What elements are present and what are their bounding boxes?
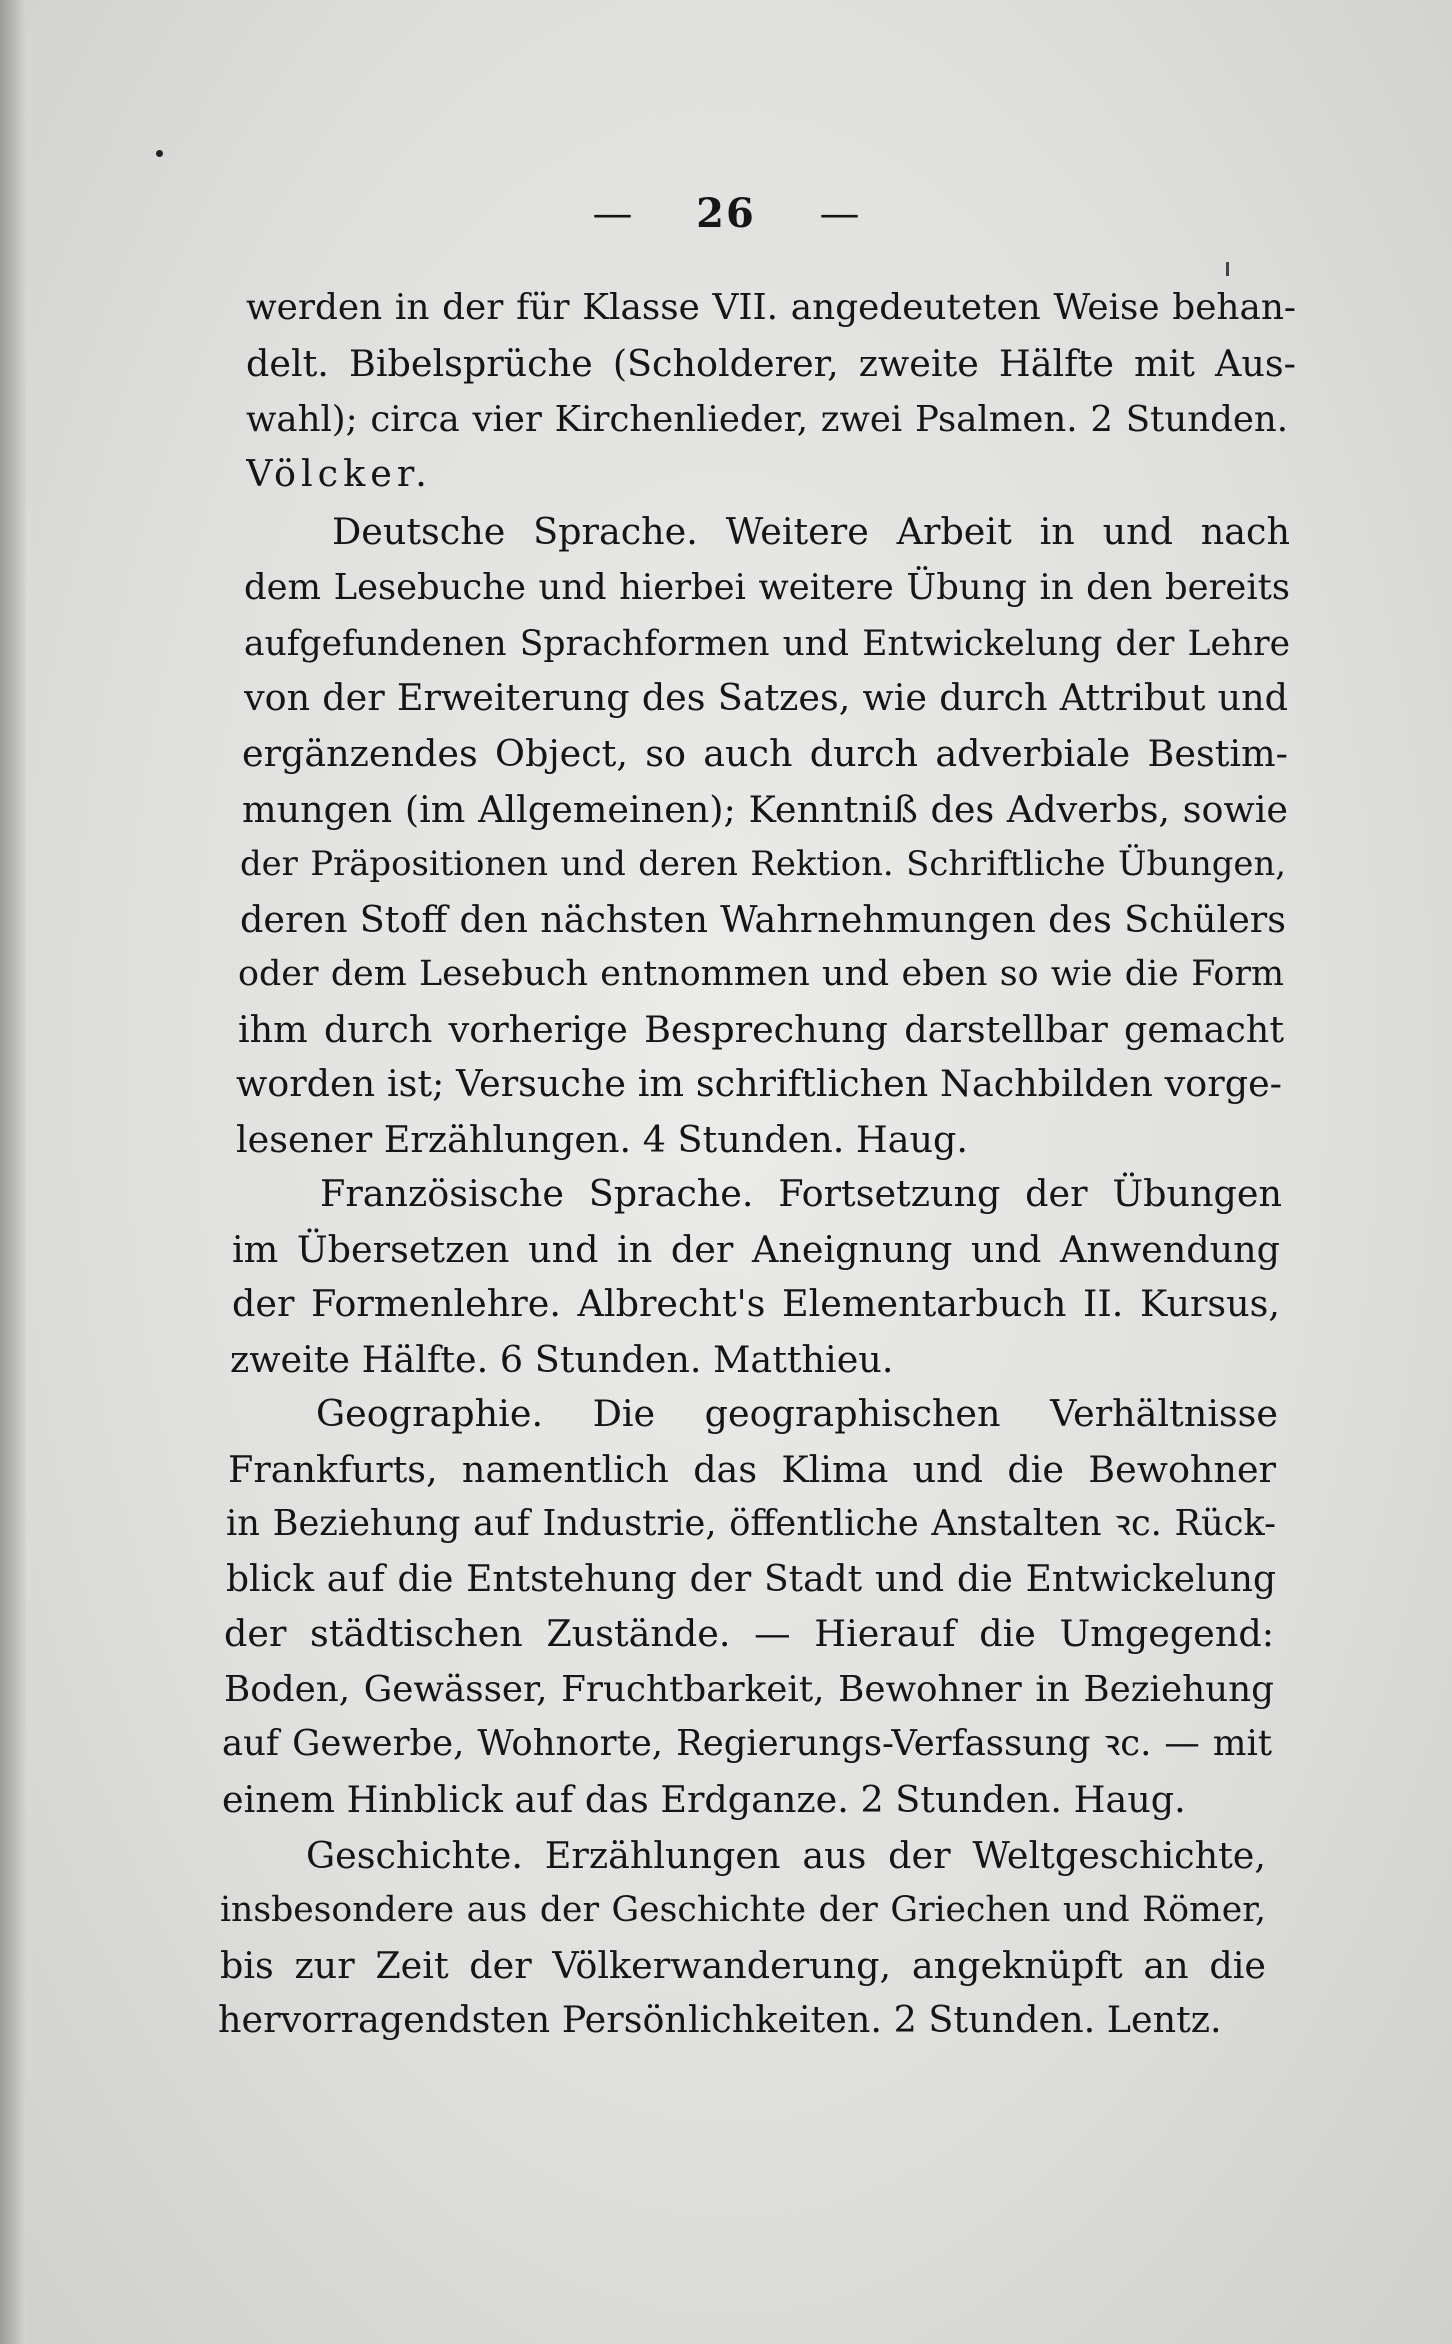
- text-line: oder dem Lesebuch entnommen und eben so wie die Form: [238, 954, 1284, 994]
- text-line: mungen (im Allgemeinen); Kenntniß des Adverbs, sowie: [242, 788, 1288, 831]
- text-line: worden ist; Versuche im schriftlichen Nachbilden vorge-: [236, 1062, 1282, 1105]
- text-line: ergänzendes Object, so auch durch adverbiale Bestim-: [242, 732, 1288, 775]
- text-line: wahl); circa vier Kirchenlieder, zwei Psalmen. 2 Stunden.: [246, 399, 1288, 440]
- text-line: der Formenlehre. Albrecht's Elementarbuch II. Kursus,: [232, 1282, 1280, 1325]
- text-line: Französische Sprache. Fortsetzung der Übungen: [320, 1172, 1282, 1215]
- text-line: dem Lesebuche und hierbei weitere Übung in den bereits: [244, 567, 1290, 608]
- text-line: ihm durch vorherige Besprechung darstellbar gemacht: [238, 1008, 1284, 1051]
- text-line: hervorragendsten Persönlichkeiten. 2 Stunden. Lentz.: [218, 1998, 1222, 2041]
- header-dash-left: —: [592, 191, 633, 237]
- text-line: einem Hinblick auf das Erdganze. 2 Stunden. Haug.: [222, 1778, 1186, 1821]
- text-line: Frankfurts, namentlich das Klima und die Bewohner: [228, 1448, 1276, 1491]
- page-number: 26: [696, 190, 756, 237]
- text-line: insbesondere aus der Geschichte der Griechen und Römer,: [220, 1890, 1266, 1930]
- text-line: Völcker.: [246, 452, 432, 495]
- text-line: aufgefundenen Sprachformen und Entwickelung der Lehre: [244, 624, 1290, 664]
- text-line: Boden, Gewässer, Fruchtbarkeit, Bewohner in Beziehung: [224, 1669, 1274, 1710]
- text-line: auf Gewerbe, Wohnorte, Regierungs-Verfassung ꝛc. — mit: [222, 1723, 1272, 1764]
- text-line: delt. Bibelsprüche (Scholderer, zweite Hälfte mit Aus-: [246, 342, 1296, 385]
- text-line: der städtischen Zustände. — Hierauf die Umgegend:: [224, 1612, 1274, 1655]
- text-line: Geographie. Die geographischen Verhältnisse: [316, 1392, 1278, 1435]
- text-line: werden in der für Klasse VII. angedeuteten Weise behan-: [246, 287, 1296, 328]
- header-dash-right: —: [819, 191, 860, 237]
- text-line: zweite Hälfte. 6 Stunden. Matthieu.: [230, 1338, 894, 1381]
- text-line: der Präpositionen und deren Rektion. Schriftliche Übungen,: [240, 844, 1286, 883]
- text-line: deren Stoff den nächsten Wahrnehmungen des Schülers: [240, 898, 1286, 941]
- text-line: blick auf die Entstehung der Stadt und die Entwickelung: [226, 1559, 1276, 1600]
- text-line: im Übersetzen und in der Aneignung und Anwendung: [232, 1228, 1280, 1271]
- text-line: lesener Erzählungen. 4 Stunden. Haug.: [236, 1118, 968, 1161]
- text-line: in Beziehung auf Industrie, öffentliche Anstalten ꝛc. Rück-: [226, 1503, 1276, 1544]
- text-line: bis zur Zeit der Völkerwanderung, angeknüpft an die: [220, 1944, 1266, 1987]
- text-line: Geschichte. Erzählungen aus der Weltgeschichte,: [306, 1834, 1266, 1877]
- text-line: Deutsche Sprache. Weitere Arbeit in und nach: [332, 510, 1290, 553]
- text-line: von der Erweiterung des Satzes, wie durch Attribut und: [244, 676, 1288, 719]
